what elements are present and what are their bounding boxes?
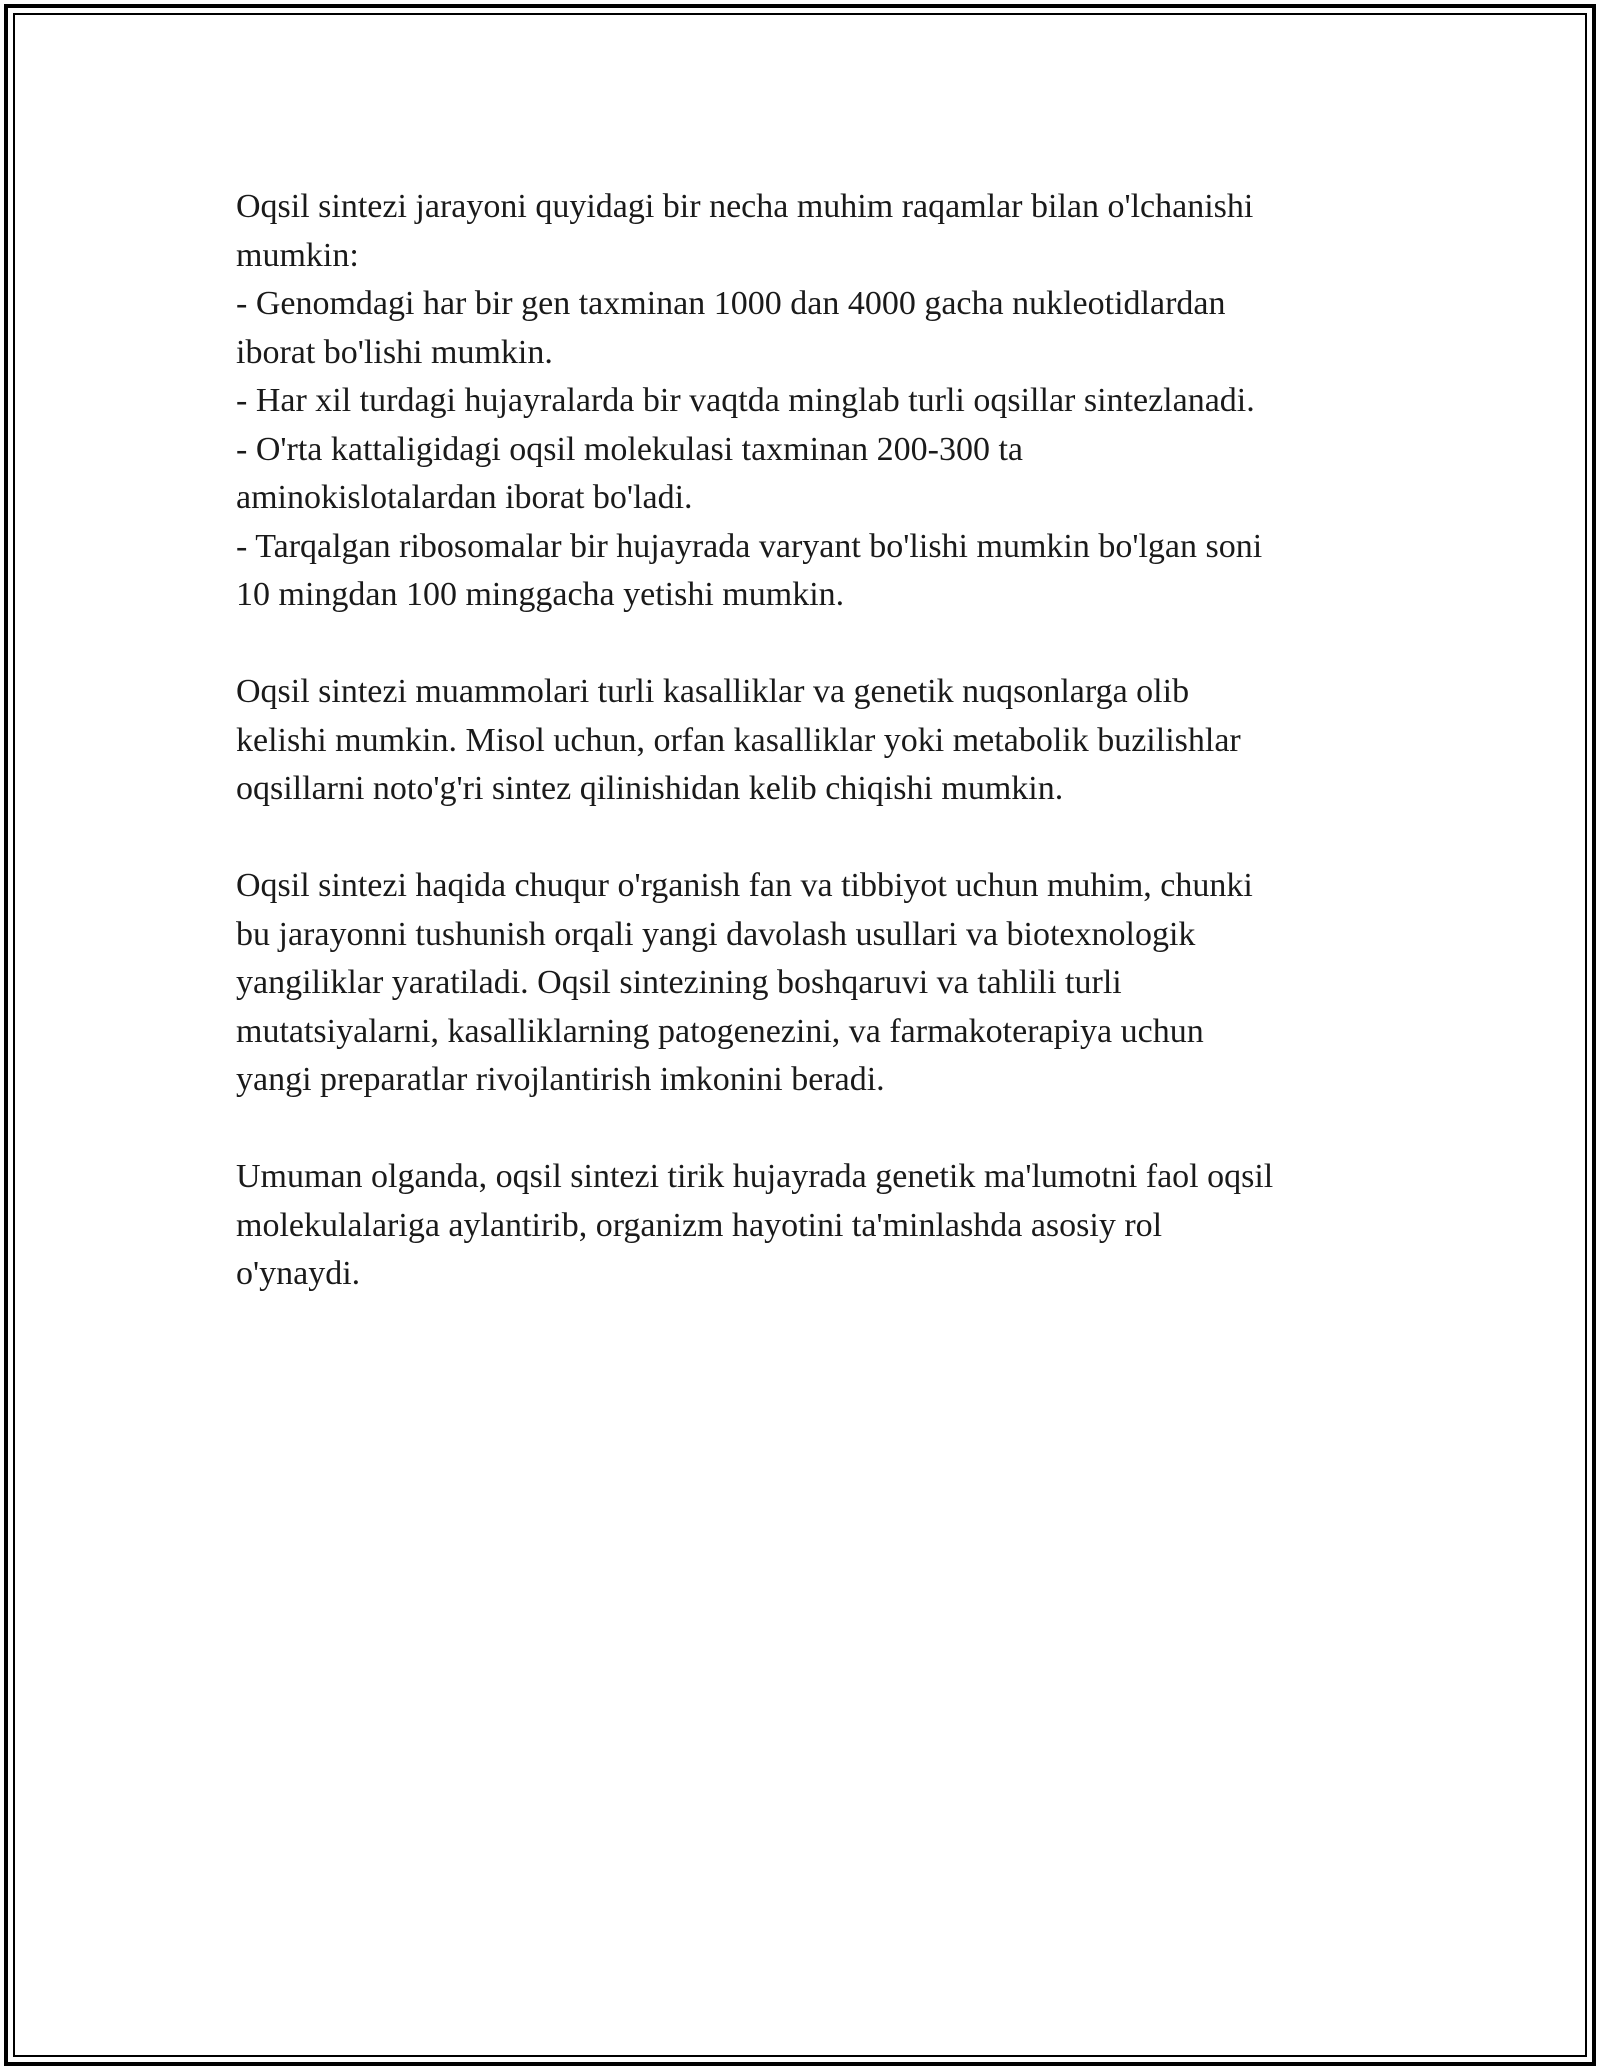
- paragraph-synthesis-problems: [236, 668, 1366, 814]
- text-line: - Genomdagi har bir gen taxminan 1000 dan 4000 gacha nukleotidlardan: [236, 285, 1226, 322]
- text-line: iborat bo'lishi mumkin.: [236, 333, 553, 371]
- text-line: kelishi mumkin. Misol uchun, orfan kasalliklar yoki metabolik buzilishlar: [236, 721, 1241, 759]
- paragraph-conclusion: [236, 1153, 1366, 1299]
- text-line: mutatsiyalarni, kasalliklarning patogenezini, va farmakoterapiya uchun: [236, 1012, 1204, 1050]
- text-line: Oqsil sintezi haqida chuqur o'rganish fan va tibbiyot uchun muhim, chunki: [236, 867, 1253, 904]
- text-line: Oqsil sintezi jarayoni quyidagi bir necha muhim raqamlar bilan o'lchanishi: [236, 188, 1254, 225]
- text-line: 10 mingdan 100 minggacha yetishi mumkin.: [236, 576, 845, 613]
- text-line: aminokislotalardan iborat bo'ladi.: [236, 479, 693, 516]
- text-line: yangiliklar yaratiladi. Oqsil sintezining boshqaruvi va tahlili turli: [236, 964, 1122, 1001]
- text-line: o'ynaydi.: [236, 1255, 361, 1292]
- text-line: mumkin:: [236, 236, 359, 274]
- text-line: yangi preparatlar rivojlantirish imkonini beradi.: [236, 1061, 885, 1098]
- paragraph-protein-synthesis-numbers: [236, 183, 1366, 620]
- paragraph-research-importance: [236, 862, 1366, 1105]
- text-line: bu jarayonni tushunish orqali yangi davolash usullari va biotexnologik: [236, 915, 1196, 953]
- text-line: molekulalariga aylantirib, organizm hayotini ta'minlashda asosiy rol: [236, 1206, 1163, 1244]
- document-body: [236, 183, 1366, 1347]
- text-line: Oqsil sintezi muammolari turli kasalliklar va genetik nuqsonlarga olib: [236, 673, 1190, 710]
- text-line: Umuman olganda, oqsil sintezi tirik hujayrada genetik ma'lumotni faol oqsil: [236, 1158, 1274, 1195]
- text-line: - O'rta kattaligidagi oqsil molekulasi taxminan 200-300 ta: [236, 430, 1024, 468]
- text-line: oqsillarni noto'g'ri sintez qilinishidan kelib chiqishi mumkin.: [236, 770, 1064, 807]
- text-line: - Har xil turdagi hujayralarda bir vaqtda minglab turli oqsillar sintezlanadi.: [236, 382, 1255, 419]
- text-line: - Tarqalgan ribosomalar bir hujayrada varyant bo'lishi mumkin bo'lgan soni: [236, 527, 1263, 565]
